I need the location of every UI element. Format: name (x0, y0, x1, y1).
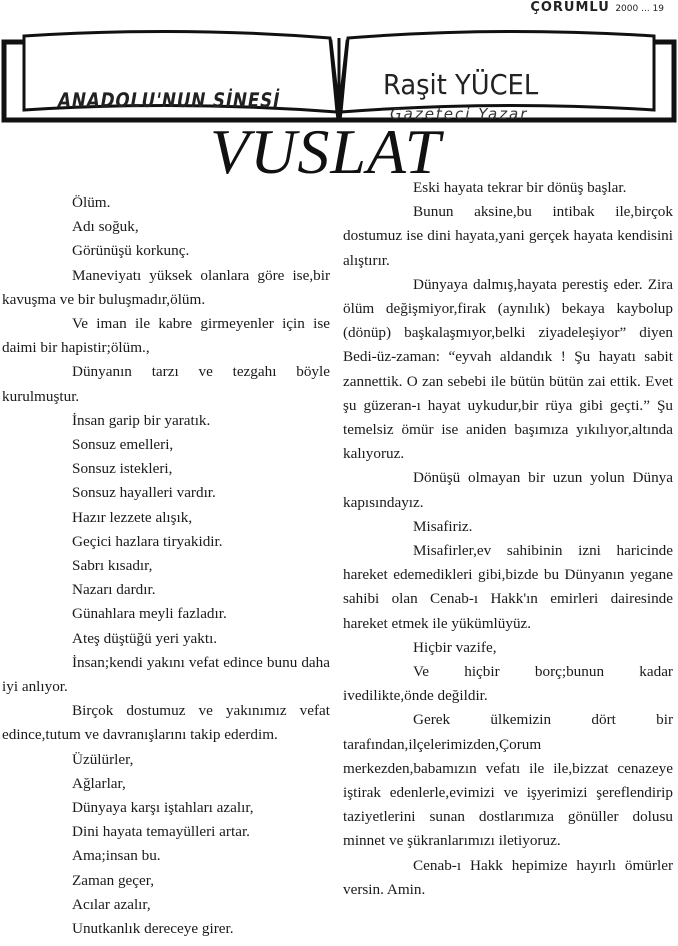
open-book-banner (0, 28, 678, 124)
paragraph: Sabrı kısadır, (72, 557, 153, 575)
paragraph: Dünyaya dalmış,hayata perestiş eder. Zira ölüm değişmiyor,firak (aynılık) bekaya kaybolup (dönüp) başkalaşmıyor,belki ziyadeleşiyor” diyen Bedi-üz-zaman: “eyvah aldandık ! Şu hayatı sabit zannettik. O zan sebebi ile bütün bütün zai ettik. Evet şu güzeran-ı hayat uykudur,bir rüya gibi geçti.” Şu temelsiz ömür ise aniden başımıza yıkılıyor,altında kalıyoruz. (343, 275, 673, 463)
paragraph: Dünyaya karşı iştahları azalır, (72, 799, 254, 817)
paragraph: Misafirler,ev sahibinin izni haricinde hareket edemedikleri gibi,bizde bu Dünyanın yegane sahibi olan Cenab-ı Hakk'ın emirleri dairesinde hareket etmek ile yükümlüyüz. (343, 542, 673, 632)
paragraph: Sonsuz hayalleri vardır. (72, 484, 216, 502)
paragraph: Üzülürler, (72, 750, 134, 768)
paragraph: Gerek ülkemizin dört bir tarafından,ilçelerimizden,Çorum merkezden,babamızın vefatı ile ile,bizzat cenazeye iştirak edenlerle,evimizi ve işyerimizi şereflendirip taziyetlerini sunan dostlarımıza gönüller dolusu minnet ve şükranlarımızı iletiyoruz. (343, 711, 673, 850)
paragraph: Ve iman ile kabre girmeyenler için ise daimi bir hapistir;ölüm., (2, 315, 330, 357)
paragraph: İnsan;kendi yakını vefat edince bunu daha iyi anlıyor. (2, 653, 330, 696)
journal-name: ÇORUMLU (530, 0, 610, 15)
paragraph: Sonsuz emelleri, (72, 436, 174, 454)
paragraph: Hazır lezzete alışık, (72, 508, 193, 526)
paragraph: Eski hayata tekrar bir dönüş başlar. (413, 179, 627, 196)
paragraph: Birçok dostumuz ve yakınımız vefat edince,tutum ve davranışlarını takip ederdim. (2, 702, 330, 744)
paragraph: Görünüşü korkunç. (72, 242, 190, 260)
paragraph: Nazarı dardır. (72, 581, 156, 599)
page-masthead (530, 0, 664, 15)
paragraph: Ama;insan bu. (72, 847, 161, 865)
paragraph: Adı soğuk, (72, 218, 139, 236)
paragraph: Unutkanlık dereceye girer. (72, 920, 234, 938)
paragraph: Ağlarlar, (72, 774, 126, 792)
paragraph: Misafiriz. (413, 517, 473, 535)
article-right-column (343, 176, 673, 902)
paragraph: Ölüm. (72, 194, 111, 211)
paragraph: Acılar azalır, (72, 895, 151, 913)
paragraph: Cenab-ı Hakk hepimize hayırlı ömürler versin. Amin. (343, 856, 673, 898)
section-name: ANADOLU'NUN SİNESİ (55, 88, 283, 112)
paragraph: Dünyanın tarzı ve tezgahı böyle kurulmuştur. (2, 363, 330, 405)
paragraph: Sonsuz istekleri, (72, 460, 173, 478)
article-left-column (2, 191, 330, 941)
article-title: VUSLAT (210, 116, 442, 187)
author-name: Raşit YÜCEL (383, 68, 539, 101)
paragraph: İnsan garip bir yaratık. (72, 411, 211, 429)
paragraph: Dönüşü olmayan bir uzun yolun Dünya kapısındayız. (343, 469, 673, 511)
paragraph: Ve hiçbir borç;bunun kadar ivedilikte,önde değildir. (343, 663, 673, 705)
paragraph: Maneviyatı yüksek olanlara göre ise,bir kavuşma ve bir buluşmadır,ölüm. (2, 266, 330, 308)
paragraph: Bunun aksine,bu intibak ile,birçok dostumuz ise dini hayata,yani gerçek hayata kendisini alıştırır. (343, 203, 673, 269)
paragraph: Ateş düştüğü yeri yaktı. (72, 629, 218, 647)
paragraph: Günahlara meyli fazladır. (72, 605, 227, 623)
paragraph: Zaman geçer, (72, 871, 155, 889)
paragraph: Dini hayata temayülleri artar. (72, 823, 250, 841)
issue-number: 2000 ... 19 (615, 4, 664, 14)
paragraph: Hiçbir vazife, (413, 638, 497, 656)
paragraph: Geçici hazlara tiryakidir. (72, 532, 223, 550)
author-role: Gazeteci Yazar (390, 105, 529, 123)
